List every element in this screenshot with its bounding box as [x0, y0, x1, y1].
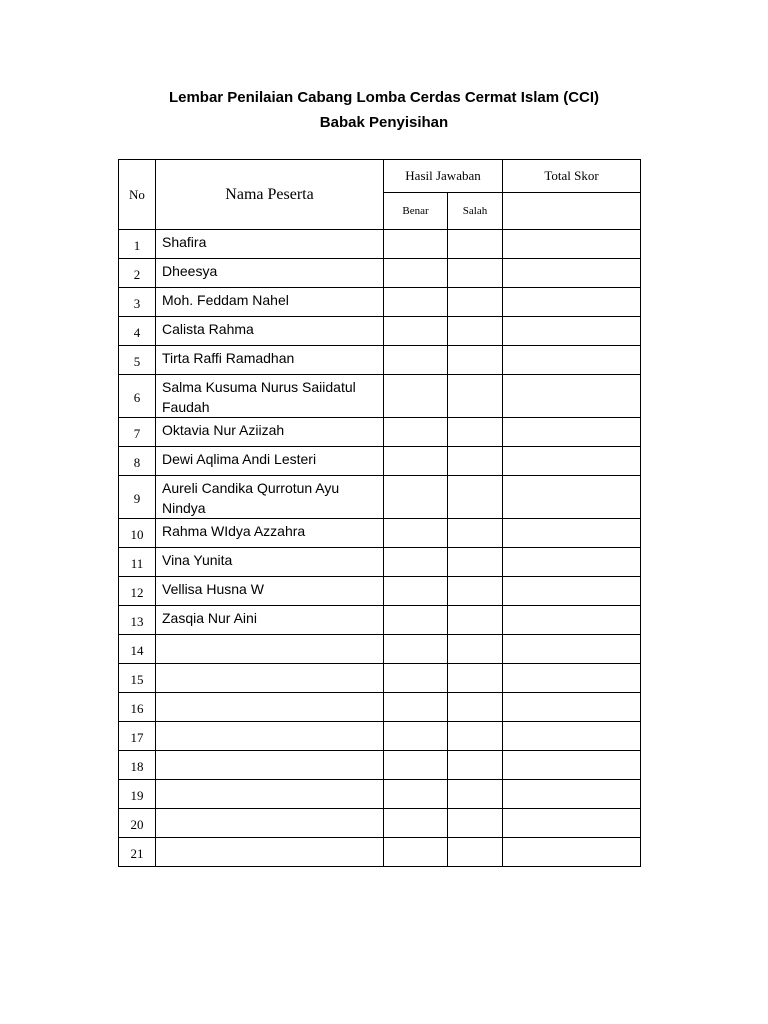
salah-cell	[448, 809, 503, 838]
row-number: 11	[119, 548, 156, 577]
salah-cell	[448, 722, 503, 751]
participant-name: Calista Rahma	[156, 317, 384, 346]
participant-name	[156, 809, 384, 838]
page-title: Lembar Penilaian Cabang Lomba Cerdas Cermat Islam (CCI)	[168, 89, 600, 106]
total-skor-cell	[503, 447, 641, 476]
benar-cell	[384, 346, 448, 375]
table-row	[119, 635, 641, 664]
total-skor-cell	[503, 635, 641, 664]
table-row	[119, 606, 641, 635]
table-row	[119, 288, 641, 317]
row-number: 19	[119, 780, 156, 809]
total-skor-cell	[503, 259, 641, 288]
table-row	[119, 722, 641, 751]
table-row	[119, 230, 641, 259]
salah-cell	[448, 751, 503, 780]
total-skor-cell	[503, 751, 641, 780]
benar-cell	[384, 317, 448, 346]
total-skor-cell	[503, 780, 641, 809]
header-nama-peserta: Nama Peserta	[156, 160, 384, 230]
salah-cell	[448, 780, 503, 809]
benar-cell	[384, 447, 448, 476]
total-skor-cell	[503, 317, 641, 346]
table-row	[119, 838, 641, 867]
benar-cell	[384, 230, 448, 259]
benar-cell	[384, 780, 448, 809]
total-skor-cell	[503, 476, 641, 519]
table-row	[119, 476, 641, 519]
salah-cell	[448, 346, 503, 375]
salah-cell	[448, 838, 503, 867]
table-row	[119, 809, 641, 838]
table-row	[119, 447, 641, 476]
header-hasil-jawaban: Hasil Jawaban	[384, 160, 503, 193]
participant-name: Vina Yunita	[156, 548, 384, 577]
total-skor-cell	[503, 838, 641, 867]
salah-cell	[448, 519, 503, 548]
participant-name	[156, 751, 384, 780]
participant-name: Salma Kusuma Nurus Saiidatul Faudah	[156, 375, 384, 418]
participant-name: Dheesya	[156, 259, 384, 288]
participant-name: Zasqia Nur Aini	[156, 606, 384, 635]
salah-cell	[448, 418, 503, 447]
table-row	[119, 751, 641, 780]
benar-cell	[384, 838, 448, 867]
salah-cell	[448, 548, 503, 577]
salah-cell	[448, 288, 503, 317]
total-skor-cell	[503, 809, 641, 838]
benar-cell	[384, 548, 448, 577]
salah-cell	[448, 664, 503, 693]
table-row	[119, 577, 641, 606]
total-skor-cell	[503, 548, 641, 577]
benar-cell	[384, 375, 448, 418]
participant-name: Aureli Candika Qurrotun Ayu Nindya	[156, 476, 384, 519]
header-benar: Benar	[384, 193, 448, 230]
participant-name	[156, 722, 384, 751]
row-number: 20	[119, 809, 156, 838]
benar-cell	[384, 693, 448, 722]
participant-name: Oktavia Nur Aziizah	[156, 418, 384, 447]
total-skor-cell	[503, 664, 641, 693]
total-skor-cell	[503, 693, 641, 722]
row-number: 14	[119, 635, 156, 664]
total-skor-cell	[503, 418, 641, 447]
row-number: 10	[119, 519, 156, 548]
table-row	[119, 548, 641, 577]
row-number: 8	[119, 447, 156, 476]
participant-name: Tirta Raffi Ramadhan	[156, 346, 384, 375]
salah-cell	[448, 447, 503, 476]
benar-cell	[384, 288, 448, 317]
table-row	[119, 519, 641, 548]
total-skor-cell	[503, 230, 641, 259]
salah-cell	[448, 606, 503, 635]
row-number: 21	[119, 838, 156, 867]
participant-name	[156, 780, 384, 809]
scoring-table	[118, 159, 641, 867]
salah-cell	[448, 259, 503, 288]
total-skor-cell	[503, 375, 641, 418]
participant-name: Moh. Feddam Nahel	[156, 288, 384, 317]
participant-name	[156, 664, 384, 693]
row-number: 7	[119, 418, 156, 447]
participant-name: Dewi Aqlima Andi Lesteri	[156, 447, 384, 476]
table-row	[119, 259, 641, 288]
row-number: 17	[119, 722, 156, 751]
table-row	[119, 664, 641, 693]
table-row	[119, 317, 641, 346]
row-number: 3	[119, 288, 156, 317]
participant-name	[156, 838, 384, 867]
salah-cell	[448, 230, 503, 259]
participant-name	[156, 635, 384, 664]
benar-cell	[384, 809, 448, 838]
participant-name: Vellisa Husna W	[156, 577, 384, 606]
benar-cell	[384, 606, 448, 635]
total-skor-cell	[503, 722, 641, 751]
salah-cell	[448, 635, 503, 664]
row-number: 2	[119, 259, 156, 288]
salah-cell	[448, 577, 503, 606]
total-skor-cell	[503, 519, 641, 548]
header-no: No	[119, 160, 156, 230]
table-row	[119, 375, 641, 418]
table-row	[119, 418, 641, 447]
total-skor-cell	[503, 577, 641, 606]
benar-cell	[384, 635, 448, 664]
row-number: 13	[119, 606, 156, 635]
total-skor-cell	[503, 288, 641, 317]
total-skor-cell	[503, 606, 641, 635]
row-number: 15	[119, 664, 156, 693]
total-skor-cell	[503, 346, 641, 375]
participant-name: Rahma WIdya Azzahra	[156, 519, 384, 548]
table-row	[119, 346, 641, 375]
row-number: 5	[119, 346, 156, 375]
salah-cell	[448, 476, 503, 519]
benar-cell	[384, 722, 448, 751]
benar-cell	[384, 476, 448, 519]
benar-cell	[384, 519, 448, 548]
row-number: 9	[119, 476, 156, 519]
header-salah: Salah	[448, 193, 503, 230]
table-row	[119, 693, 641, 722]
row-number: 4	[119, 317, 156, 346]
salah-cell	[448, 375, 503, 418]
benar-cell	[384, 418, 448, 447]
benar-cell	[384, 259, 448, 288]
benar-cell	[384, 664, 448, 693]
benar-cell	[384, 577, 448, 606]
row-number: 1	[119, 230, 156, 259]
row-number: 18	[119, 751, 156, 780]
row-number: 12	[119, 577, 156, 606]
participant-name: Shafira	[156, 230, 384, 259]
header-total-skor: Total Skor	[503, 160, 641, 193]
row-number: 6	[119, 375, 156, 418]
row-number: 16	[119, 693, 156, 722]
benar-cell	[384, 751, 448, 780]
header-total-skor-blank	[503, 193, 641, 230]
table-row	[119, 780, 641, 809]
participant-name	[156, 693, 384, 722]
page-subtitle: Babak Penyisihan	[319, 114, 449, 131]
salah-cell	[448, 317, 503, 346]
salah-cell	[448, 693, 503, 722]
